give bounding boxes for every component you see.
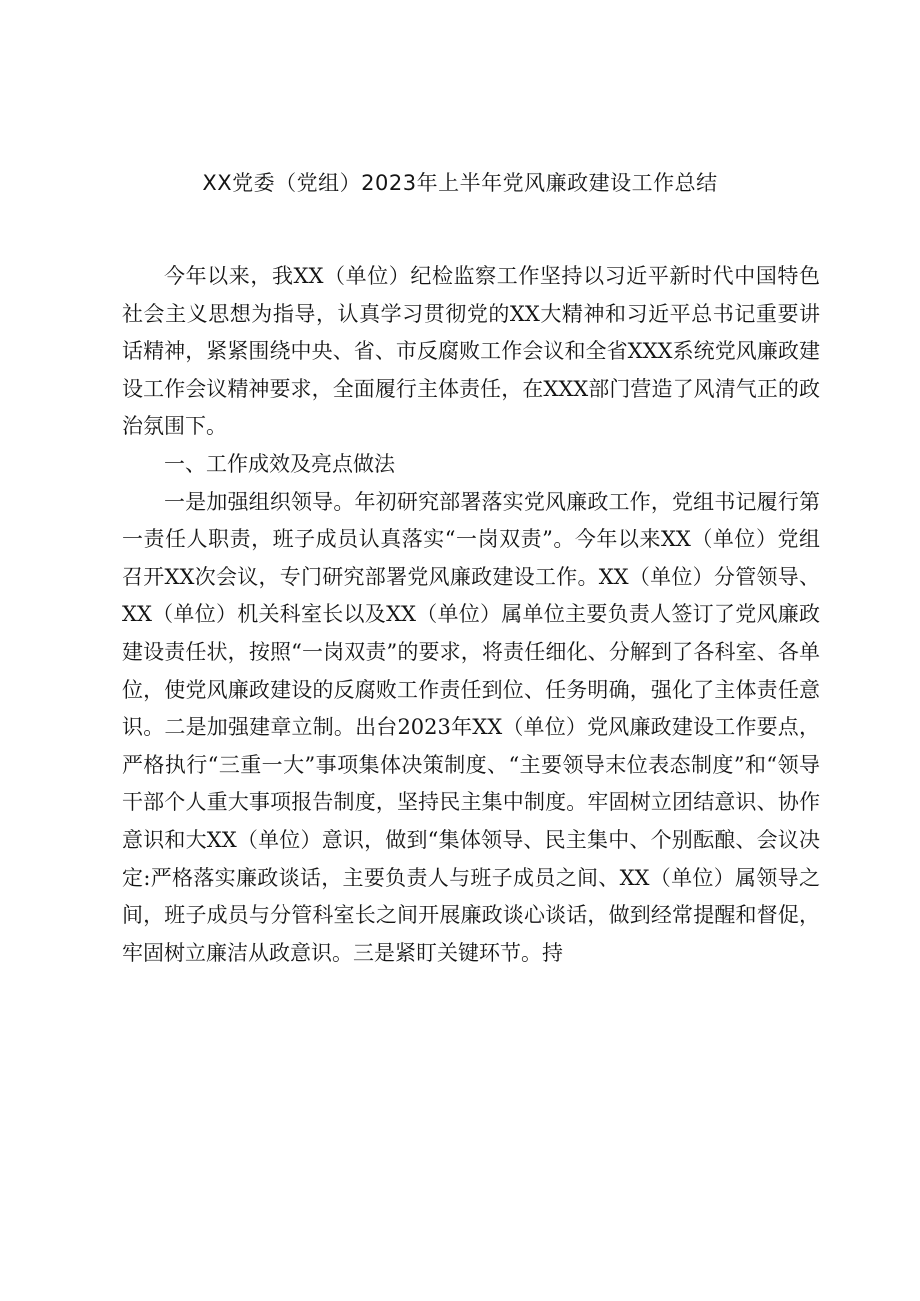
document-title: XX党委（党组）2023年上半年党风廉政建设工作总结 [202,171,718,195]
body-paragraph: 一是加强组织领导。年初研究部署落实党风廉政工作，党组书记履行第一责任人职责，班子成员认真落实“一岗双责”。今年以来XX（单位）党组召开XX次会议，专门研究部署党风廉政建设工作。XX（单位）分管领导、XX（单位）机关科室长以及XX（单位）属单位主要负责人签订了党风廉政建设责任状，按照“一岗双责”的要求，将责任细化、分解到了各科室、各单位，使党风廉政建设的反腐败工作责任到位、任务明确，强化了主体责任意识。二是加强建章立制。出台2023年XX（单位）党风廉政建设工作要点，严格执行“三重一大”事项集体决策制度、“主要领导末位表态制度”和“领导干部个人重大事项报告制度，坚持民主集中制度。牢固树立团结意识、协作意识和大XX（单位）意识，做到“集体领导、民主集中、个别酝酿、会议决定:严格落实廉政谈话，主要负责人与班子成员之间、XX（单位）属领导之间，班子成员与分管科室长之间开展廉政谈心谈话，做到经常提醒和督促，牢固树立廉洁从政意识。三是紧盯关键环节。持 [122,489,820,965]
section-heading: 一、工作成效及亮点做法 [164,451,395,476]
document-body [122,258,820,972]
intro-paragraph: 今年以来，我XX（单位）纪检监察工作坚持以习近平新时代中国特色社会主义思想为指导，认真学习贯彻党的XX大精神和习近平总书记重要讲话精神，紧紧围绕中央、省、市反腐败工作会议和全省XXX系统党风廉政建设工作会议精神要求，全面履行主体责任，在XXX部门营造了风清气正的政治氛围下。 [122,264,820,439]
